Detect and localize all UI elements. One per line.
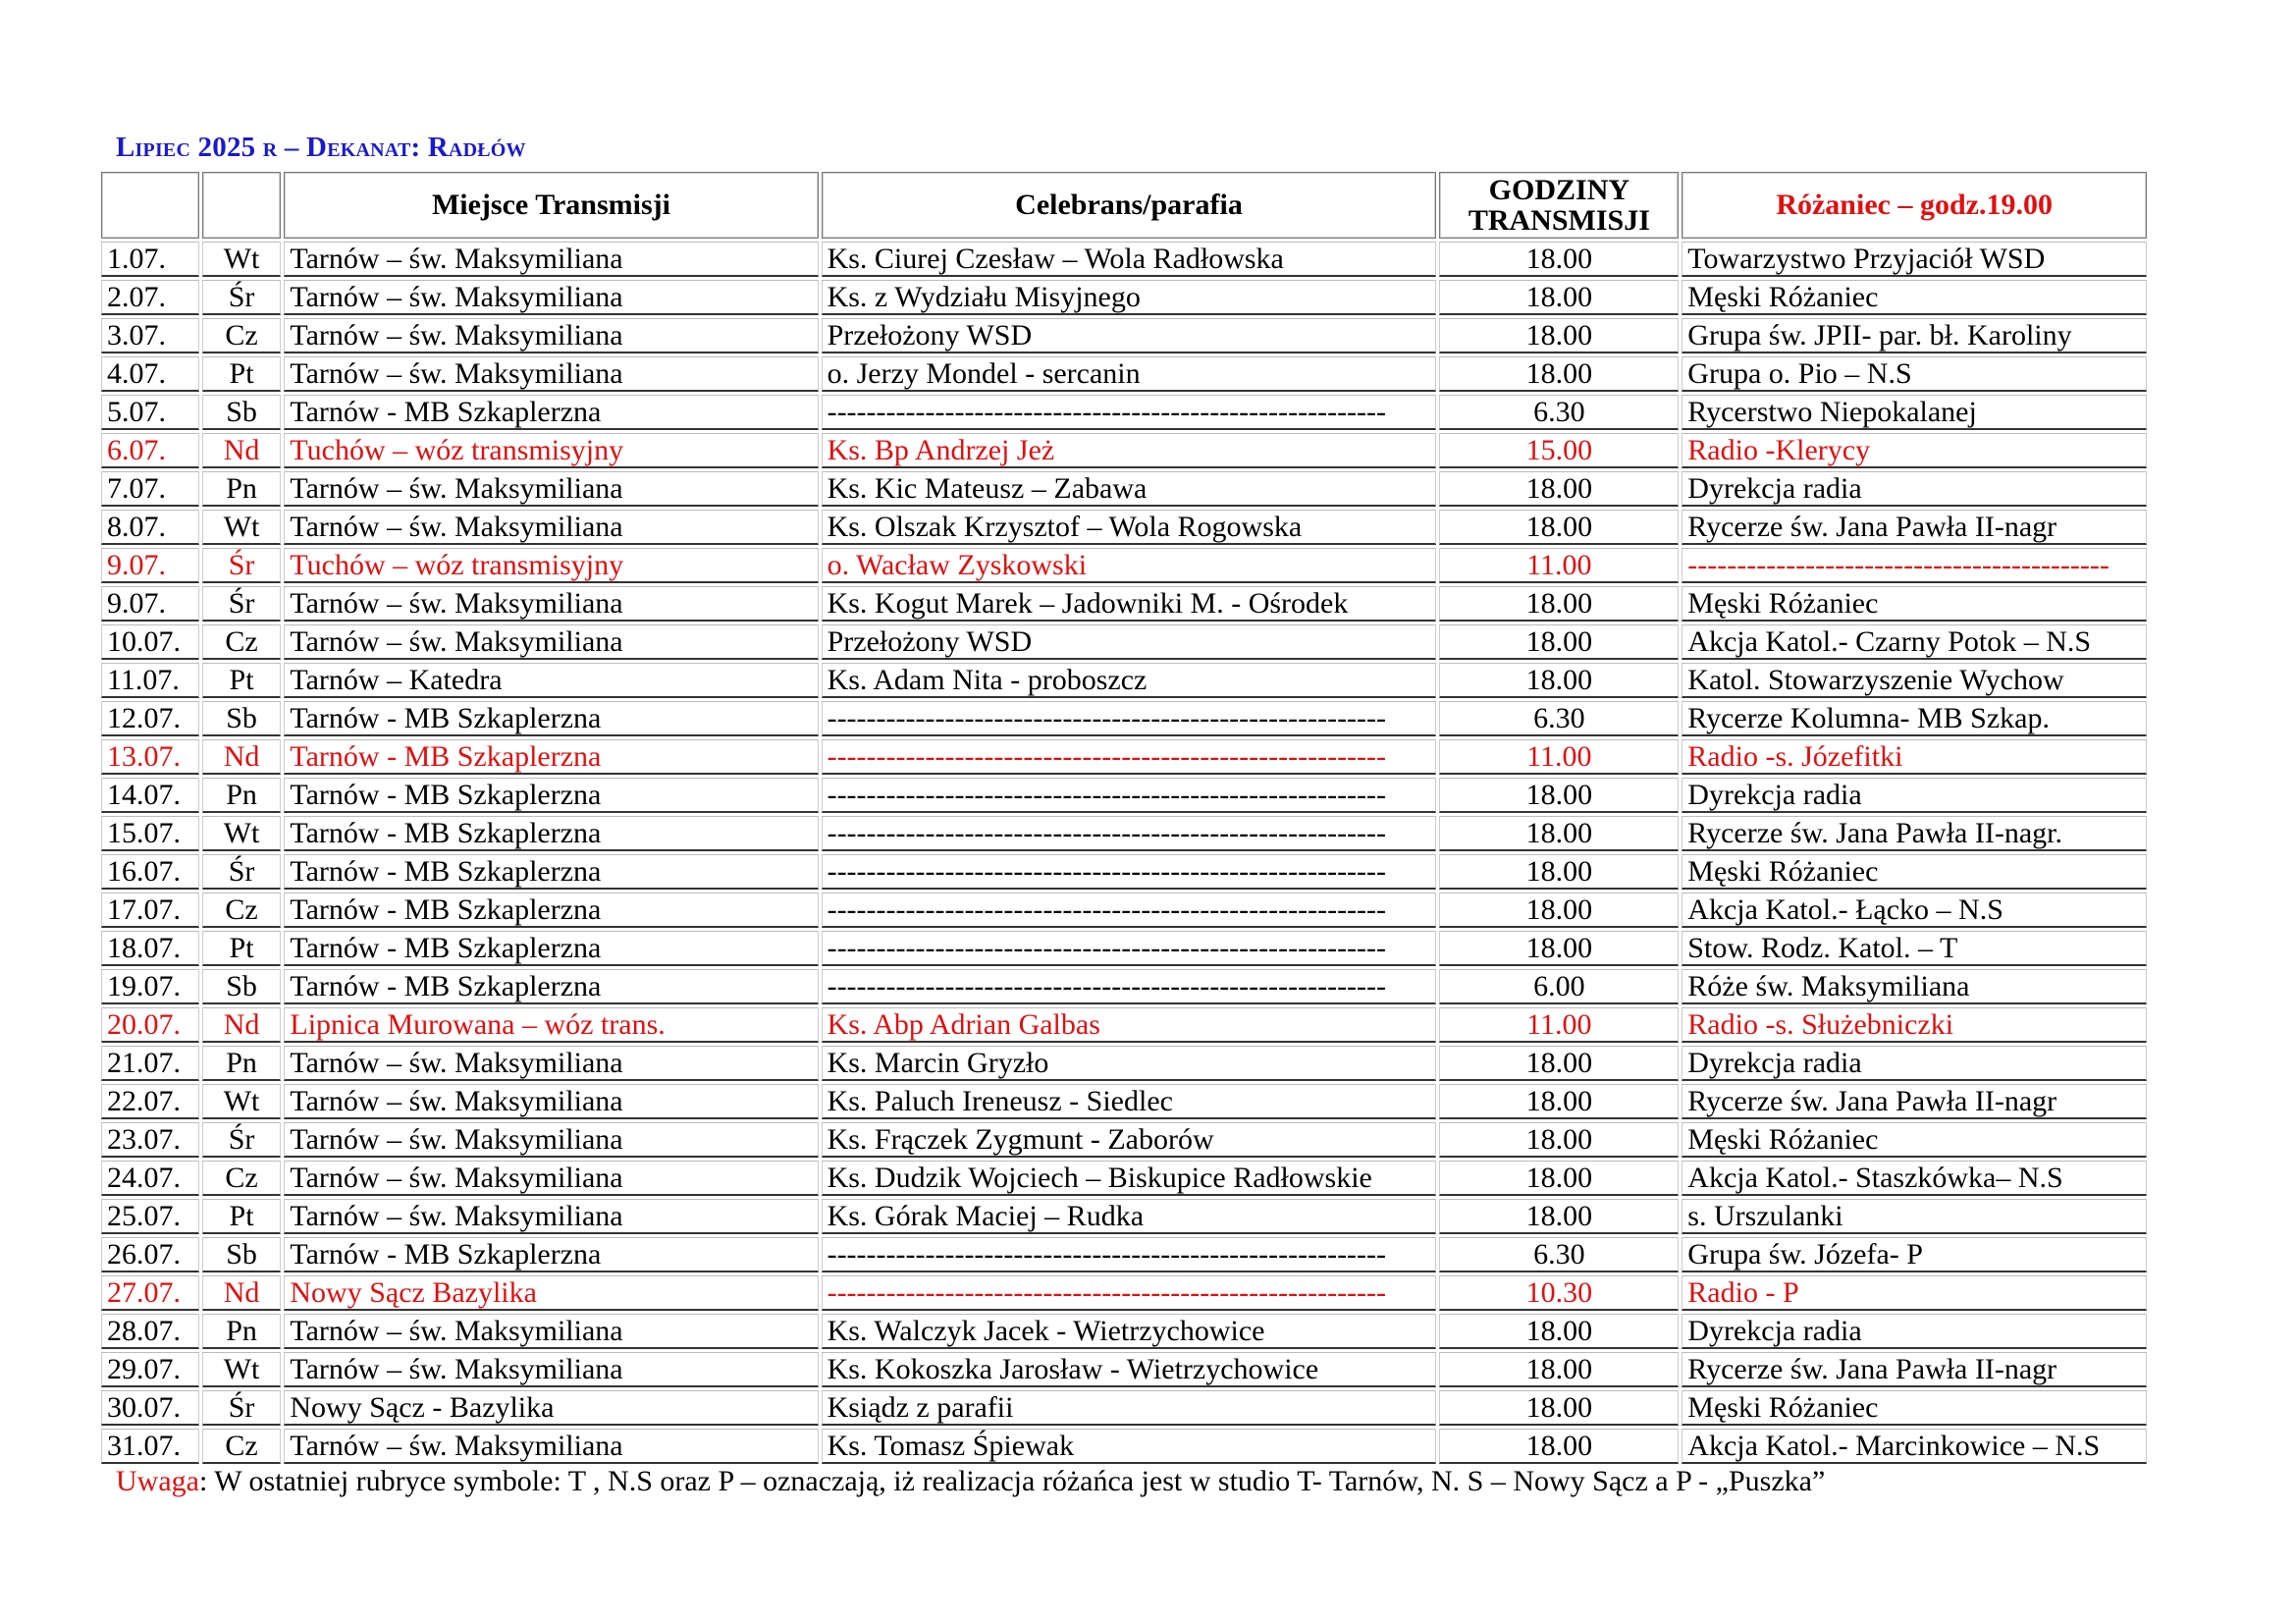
cell-celebrant: Ks. Walczyk Jacek - Wietrzychowice [822,1314,1437,1349]
cell-celebrant: --------------------------------------------------------- [822,701,1437,736]
table-row [101,1237,2147,1272]
cell-place: Tarnów – Katedra [284,663,818,698]
cell-celebrant: Przełożony WSD [822,318,1437,353]
cell-date: 9.07. [101,586,199,622]
cell-hour: 6.30 [1439,1237,1679,1272]
cell-hour: 18.00 [1439,893,1679,928]
cell-day: Śr [202,1390,282,1426]
cell-day: Śr [202,586,282,622]
table-row [101,471,2147,507]
cell-celebrant: Ks. Ciurej Czesław – Wola Radłowska [822,242,1437,277]
cell-rosary: Dyrekcja radia [1682,1314,2147,1349]
table-row [101,663,2147,698]
cell-place: Tuchów – wóz transmisyjny [284,433,818,468]
table-row [101,701,2147,736]
cell-rosary: Róże św. Maksymiliana [1682,969,2147,1004]
header-date [101,172,199,239]
cell-date: 24.07. [101,1161,199,1196]
cell-hour: 18.00 [1439,1046,1679,1081]
cell-day: Cz [202,893,282,928]
cell-date: 8.07. [101,510,199,545]
cell-place: Tuchów – wóz transmisyjny [284,548,818,583]
cell-hour: 18.00 [1439,1161,1679,1196]
cell-rosary: Radio - P [1682,1275,2147,1311]
table-row [101,969,2147,1004]
header-celebrant: Celebrans/parafia [822,172,1437,239]
cell-day: Pt [202,663,282,698]
cell-hour: 18.00 [1439,1122,1679,1158]
cell-date: 12.07. [101,701,199,736]
cell-celebrant: --------------------------------------------------------- [822,816,1437,851]
cell-hour: 15.00 [1439,433,1679,468]
cell-date: 1.07. [101,242,199,277]
cell-celebrant: Ks. Bp Andrzej Jeż [822,433,1437,468]
cell-celebrant: Ks. Kokoszka Jarosław - Wietrzychowice [822,1352,1437,1387]
cell-day: Sb [202,969,282,1004]
table-row [101,1007,2147,1043]
table-header-row [101,172,2147,239]
cell-hour: 18.00 [1439,778,1679,813]
cell-place: Tarnów - MB Szkaplerzna [284,893,818,928]
table-row [101,1390,2147,1426]
cell-hour: 6.30 [1439,701,1679,736]
cell-day: Sb [202,701,282,736]
cell-date: 7.07. [101,471,199,507]
cell-date: 19.07. [101,969,199,1004]
cell-date: 6.07. [101,433,199,468]
cell-date: 21.07. [101,1046,199,1081]
cell-hour: 18.00 [1439,663,1679,698]
cell-rosary: Grupa św. Józefa- P [1682,1237,2147,1272]
table-row [101,280,2147,315]
table-row [101,433,2147,468]
table-row [101,1084,2147,1119]
cell-place: Tarnów – św. Maksymiliana [284,1352,818,1387]
cell-day: Wt [202,242,282,277]
table-row [101,586,2147,622]
cell-rosary: Rycerstwo Niepokalanej [1682,395,2147,430]
cell-date: 17.07. [101,893,199,928]
header-hours-line1: GODZINY [1488,173,1630,206]
cell-celebrant: Ks. Adam Nita - proboszcz [822,663,1437,698]
cell-rosary: Dyrekcja radia [1682,778,2147,813]
cell-celebrant: --------------------------------------------------------- [822,739,1437,775]
cell-date: 31.07. [101,1429,199,1464]
cell-place: Tarnów - MB Szkaplerzna [284,395,818,430]
table-row [101,893,2147,928]
schedule-table [98,169,2150,1467]
cell-date: 10.07. [101,624,199,660]
cell-place: Nowy Sącz Bazylika [284,1275,818,1311]
table-row [101,816,2147,851]
cell-hour: 18.00 [1439,1084,1679,1119]
cell-hour: 18.00 [1439,624,1679,660]
cell-celebrant: Ks. Abp Adrian Galbas [822,1007,1437,1043]
cell-celebrant: Ks. z Wydziału Misyjnego [822,280,1437,315]
cell-date: 26.07. [101,1237,199,1272]
cell-rosary: Rycerze Kolumna- MB Szkap. [1682,701,2147,736]
cell-hour: 18.00 [1439,816,1679,851]
schedule-body [101,242,2147,1464]
cell-place: Tarnów – św. Maksymiliana [284,1122,818,1158]
table-row [101,395,2147,430]
cell-day: Cz [202,1161,282,1196]
cell-celebrant: Ks. Olszak Krzysztof – Wola Rogowska [822,510,1437,545]
header-hours-line2: TRANSMISJI [1468,204,1650,237]
table-row [101,739,2147,775]
cell-rosary: Rycerze św. Jana Pawła II-nagr [1682,1352,2147,1387]
cell-hour: 18.00 [1439,318,1679,353]
cell-rosary: Męski Różaniec [1682,1122,2147,1158]
cell-place: Tarnów - MB Szkaplerzna [284,778,818,813]
cell-day: Pn [202,471,282,507]
cell-day: Śr [202,854,282,890]
cell-celebrant: Ks. Kic Mateusz – Zabawa [822,471,1437,507]
cell-hour: 18.00 [1439,931,1679,966]
cell-date: 3.07. [101,318,199,353]
cell-day: Cz [202,318,282,353]
cell-place: Tarnów - MB Szkaplerzna [284,969,818,1004]
cell-rosary: Akcja Katol.- Marcinkowice – N.S [1682,1429,2147,1464]
cell-day: Pn [202,778,282,813]
cell-place: Tarnów - MB Szkaplerzna [284,931,818,966]
cell-place: Tarnów – św. Maksymiliana [284,1084,818,1119]
cell-rosary: Towarzystwo Przyjaciół WSD [1682,242,2147,277]
table-row [101,1046,2147,1081]
cell-hour: 6.30 [1439,395,1679,430]
cell-place: Tarnów – św. Maksymiliana [284,242,818,277]
cell-rosary: Dyrekcja radia [1682,1046,2147,1081]
cell-hour: 18.00 [1439,1429,1679,1464]
cell-hour: 18.00 [1439,1390,1679,1426]
cell-hour: 18.00 [1439,356,1679,392]
cell-place: Tarnów - MB Szkaplerzna [284,1237,818,1272]
cell-place: Tarnów – św. Maksymiliana [284,356,818,392]
cell-date: 5.07. [101,395,199,430]
cell-place: Tarnów – św. Maksymiliana [284,510,818,545]
cell-hour: 10.30 [1439,1275,1679,1311]
cell-rosary: Akcja Katol.- Łącko – N.S [1682,893,2147,928]
cell-celebrant: --------------------------------------------------------- [822,778,1437,813]
cell-place: Tarnów – św. Maksymiliana [284,471,818,507]
cell-place: Tarnów - MB Szkaplerzna [284,701,818,736]
cell-day: Śr [202,280,282,315]
cell-celebrant: --------------------------------------------------------- [822,893,1437,928]
cell-celebrant: Ks. Tomasz Śpiewak [822,1429,1437,1464]
cell-rosary: Męski Różaniec [1682,586,2147,622]
cell-place: Tarnów – św. Maksymiliana [284,624,818,660]
cell-day: Pt [202,1199,282,1234]
table-row [101,1314,2147,1349]
cell-rosary: Męski Różaniec [1682,854,2147,890]
table-row [101,242,2147,277]
cell-day: Nd [202,1007,282,1043]
cell-day: Pt [202,931,282,966]
cell-date: 30.07. [101,1390,199,1426]
cell-hour: 18.00 [1439,471,1679,507]
document-title: Lipiec 2025 r – Dekanat: Radłów [116,132,526,163]
cell-celebrant: Ks. Marcin Gryzło [822,1046,1437,1081]
cell-celebrant: Ks. Kogut Marek – Jadowniki M. - Ośrodek [822,586,1437,622]
table-row [101,1161,2147,1196]
table-row [101,356,2147,392]
cell-rosary: Rycerze św. Jana Pawła II-nagr [1682,510,2147,545]
cell-date: 25.07. [101,1199,199,1234]
table-row [101,1352,2147,1387]
cell-rosary: Grupa o. Pio – N.S [1682,356,2147,392]
cell-celebrant: Przełożony WSD [822,624,1437,660]
cell-date: 15.07. [101,816,199,851]
cell-rosary: Radio -s. Józefitki [1682,739,2147,775]
cell-celebrant: Ks. Górak Maciej – Rudka [822,1199,1437,1234]
cell-celebrant: Ks. Frączek Zygmunt - Zaborów [822,1122,1437,1158]
cell-date: 28.07. [101,1314,199,1349]
table-row [101,548,2147,583]
cell-celebrant: --------------------------------------------------------- [822,1275,1437,1311]
footnote [116,1465,1825,1498]
cell-place: Lipnica Murowana – wóz trans. [284,1007,818,1043]
cell-date: 27.07. [101,1275,199,1311]
table-row [101,318,2147,353]
table-row [101,1429,2147,1464]
cell-hour: 18.00 [1439,1199,1679,1234]
cell-day: Wt [202,510,282,545]
cell-place: Tarnów – św. Maksymiliana [284,1199,818,1234]
cell-date: 22.07. [101,1084,199,1119]
cell-day: Wt [202,1084,282,1119]
cell-rosary: Katol. Stowarzyszenie Wychow [1682,663,2147,698]
cell-rosary: s. Urszulanki [1682,1199,2147,1234]
cell-place: Tarnów – św. Maksymiliana [284,1046,818,1081]
footnote-label: Uwaga [116,1465,199,1497]
cell-celebrant: o. Wacław Zyskowski [822,548,1437,583]
cell-date: 14.07. [101,778,199,813]
cell-day: Sb [202,1237,282,1272]
cell-place: Nowy Sącz - Bazylika [284,1390,818,1426]
cell-rosary: Akcja Katol.- Czarny Potok – N.S [1682,624,2147,660]
footnote-text: : W ostatniej rubryce symbole: T , N.S oraz P – oznaczają, iż realizacja różańca jest w studio T- Tarnów, N. S – Nowy Sącz a P - „Puszka” [198,1465,1826,1497]
cell-day: Pn [202,1046,282,1081]
cell-hour: 11.00 [1439,1007,1679,1043]
cell-place: Tarnów - MB Szkaplerzna [284,816,818,851]
cell-day: Cz [202,1429,282,1464]
cell-date: 9.07. [101,548,199,583]
cell-celebrant: --------------------------------------------------------- [822,854,1437,890]
table-row [101,931,2147,966]
cell-date: 13.07. [101,739,199,775]
cell-day: Cz [202,624,282,660]
cell-date: 29.07. [101,1352,199,1387]
cell-hour: 18.00 [1439,586,1679,622]
cell-date: 4.07. [101,356,199,392]
cell-date: 18.07. [101,931,199,966]
cell-day: Sb [202,395,282,430]
cell-place: Tarnów – św. Maksymiliana [284,1161,818,1196]
header-place: Miejsce Transmisji [284,172,818,239]
cell-day: Wt [202,1352,282,1387]
cell-rosary: Rycerze św. Jana Pawła II-nagr. [1682,816,2147,851]
cell-day: Śr [202,548,282,583]
cell-rosary: Męski Różaniec [1682,1390,2147,1426]
cell-rosary: Akcja Katol.- Staszkówka– N.S [1682,1161,2147,1196]
cell-date: 2.07. [101,280,199,315]
cell-place: Tarnów – św. Maksymiliana [284,280,818,315]
table-row [101,854,2147,890]
cell-date: 20.07. [101,1007,199,1043]
table-row [101,1122,2147,1158]
cell-rosary: Radio -s. Służebniczki [1682,1007,2147,1043]
cell-hour: 18.00 [1439,280,1679,315]
cell-date: 23.07. [101,1122,199,1158]
table-row [101,778,2147,813]
cell-celebrant: --------------------------------------------------------- [822,931,1437,966]
cell-day: Nd [202,433,282,468]
cell-day: Pt [202,356,282,392]
cell-hour: 18.00 [1439,1314,1679,1349]
cell-day: Śr [202,1122,282,1158]
cell-rosary: ------------------------------------------- [1682,548,2147,583]
cell-date: 11.07. [101,663,199,698]
header-day [202,172,282,239]
cell-place: Tarnów - MB Szkaplerzna [284,739,818,775]
cell-rosary: Rycerze św. Jana Pawła II-nagr [1682,1084,2147,1119]
cell-place: Tarnów – św. Maksymiliana [284,1314,818,1349]
table-row [101,1199,2147,1234]
cell-place: Tarnów - MB Szkaplerzna [284,854,818,890]
cell-place: Tarnów – św. Maksymiliana [284,1429,818,1464]
cell-day: Nd [202,1275,282,1311]
cell-hour: 6.00 [1439,969,1679,1004]
cell-celebrant: Ks. Dudzik Wojciech – Biskupice Radłowskie [822,1161,1437,1196]
cell-hour: 18.00 [1439,854,1679,890]
header-rosary: Różaniec – godz.19.00 [1682,172,2147,239]
cell-celebrant: --------------------------------------------------------- [822,969,1437,1004]
table-row [101,1275,2147,1311]
cell-celebrant: Ksiądz z parafii [822,1390,1437,1426]
cell-rosary: Radio -Klerycy [1682,433,2147,468]
cell-place: Tarnów – św. Maksymiliana [284,586,818,622]
header-hours [1439,172,1679,239]
cell-hour: 18.00 [1439,1352,1679,1387]
cell-day: Wt [202,816,282,851]
cell-hour: 11.00 [1439,548,1679,583]
cell-rosary: Dyrekcja radia [1682,471,2147,507]
cell-day: Nd [202,739,282,775]
cell-rosary: Męski Różaniec [1682,280,2147,315]
cell-hour: 18.00 [1439,510,1679,545]
cell-rosary: Grupa św. JPII- par. bł. Karoliny [1682,318,2147,353]
cell-celebrant: --------------------------------------------------------- [822,395,1437,430]
cell-date: 16.07. [101,854,199,890]
cell-celebrant: o. Jerzy Mondel - sercanin [822,356,1437,392]
cell-hour: 11.00 [1439,739,1679,775]
table-row [101,510,2147,545]
cell-day: Pn [202,1314,282,1349]
cell-celebrant: Ks. Paluch Ireneusz - Siedlec [822,1084,1437,1119]
cell-place: Tarnów – św. Maksymiliana [284,318,818,353]
cell-celebrant: --------------------------------------------------------- [822,1237,1437,1272]
cell-hour: 18.00 [1439,242,1679,277]
cell-rosary: Stow. Rodz. Katol. – T [1682,931,2147,966]
table-row [101,624,2147,660]
